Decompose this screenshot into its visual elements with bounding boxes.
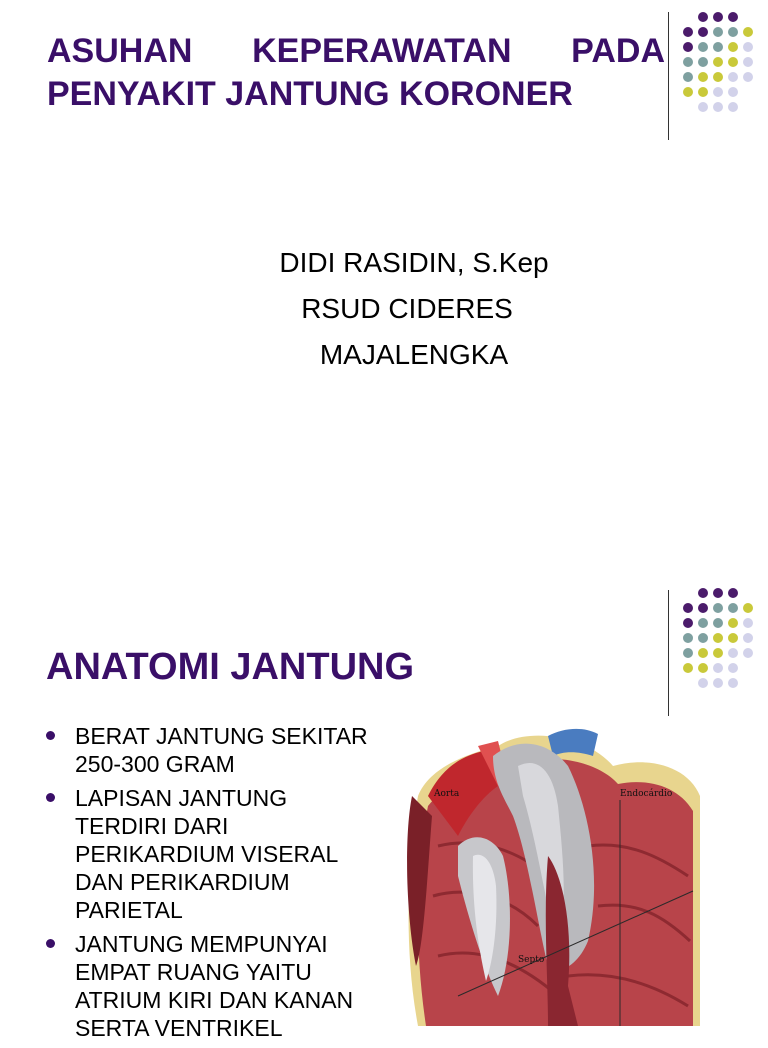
bullet-list — [44, 722, 374, 1048]
decorative-dot — [698, 87, 708, 97]
heart-anatomy-image — [398, 726, 700, 1026]
accent-divider-line — [668, 590, 669, 716]
title-line-2: PENYAKIT JANTUNG KORONER — [47, 75, 573, 113]
decorative-dot — [713, 87, 723, 97]
decorative-dot — [728, 12, 738, 22]
decorative-dot — [728, 42, 738, 52]
decorative-dot — [683, 87, 693, 97]
decorative-dot — [728, 663, 738, 673]
bullet-text: BERAT JANTUNG SEKITAR 250-300 GRAM — [75, 723, 368, 777]
decorative-dot — [713, 588, 723, 598]
decorative-dot — [683, 72, 693, 82]
decorative-dot — [743, 72, 753, 82]
decorative-dot — [728, 27, 738, 37]
bullet-text: JANTUNG MEMPUNYAI EMPAT RUANG YAITU ATRIUM KIRI DAN KANAN SERTA VENTRIKEL — [75, 931, 354, 1041]
bullet-icon — [46, 939, 55, 948]
author-block — [0, 244, 768, 382]
decorative-dot — [713, 57, 723, 67]
decorative-dot — [683, 57, 693, 67]
list-item — [44, 784, 374, 924]
decorative-dot — [743, 27, 753, 37]
slide-title: ANATOMI JANTUNG — [46, 646, 415, 688]
decorative-dot — [713, 102, 723, 112]
decorative-dot — [698, 603, 708, 613]
decorative-dot — [698, 27, 708, 37]
label-aorta: Aorta — [434, 789, 460, 799]
decorative-dot — [698, 102, 708, 112]
decorative-dot — [713, 42, 723, 52]
decorative-dot — [698, 618, 708, 628]
decorative-dot — [698, 678, 708, 688]
decorative-dot — [698, 633, 708, 643]
decorative-dot — [683, 618, 693, 628]
author-city: MAJALENGKA — [319, 339, 509, 370]
decorative-dot — [698, 648, 708, 658]
author-institution: RSUD CIDERES — [301, 293, 513, 324]
decorative-dot — [698, 588, 708, 598]
decorative-dot — [743, 57, 753, 67]
decorative-dot — [698, 42, 708, 52]
title-line-1: ASUHAN KEPERAWATAN PADA — [47, 32, 665, 70]
decorative-dot — [713, 663, 723, 673]
label-septo: Septo — [518, 955, 545, 965]
accent-divider-line — [668, 12, 669, 140]
decorative-dot — [743, 633, 753, 643]
decorative-dot — [728, 72, 738, 82]
decorative-dot — [728, 87, 738, 97]
anatomy-slide — [0, 576, 768, 1041]
decorative-dot — [698, 663, 708, 673]
list-item — [44, 722, 374, 778]
decorative-dot — [713, 633, 723, 643]
decorative-dot — [698, 57, 708, 67]
decorative-dot — [698, 72, 708, 82]
list-item — [44, 930, 374, 1042]
decorative-dot — [728, 102, 738, 112]
decorative-dot — [728, 678, 738, 688]
bullet-text: LAPISAN JANTUNG TERDIRI DARI PERIKARDIUM VISERAL DAN PERIKARDIUM PARIETAL — [75, 785, 338, 923]
decorative-dot — [698, 12, 708, 22]
bullet-icon — [46, 731, 55, 740]
decorative-dot — [713, 12, 723, 22]
slide-title — [47, 30, 665, 116]
decorative-dot — [743, 603, 753, 613]
decorative-dot — [728, 618, 738, 628]
decorative-dot — [728, 588, 738, 598]
decorative-dot — [728, 648, 738, 658]
decorative-dot — [713, 27, 723, 37]
decorative-dot — [728, 633, 738, 643]
decorative-dot — [683, 648, 693, 658]
decorative-dot — [713, 72, 723, 82]
author-name: DIDI RASIDIN, S.Kep — [279, 247, 549, 278]
decorative-dot — [713, 603, 723, 613]
decorative-dot — [743, 648, 753, 658]
bullet-icon — [46, 793, 55, 802]
decorative-dot — [683, 663, 693, 673]
decorative-dot — [713, 648, 723, 658]
decorative-dot — [683, 633, 693, 643]
label-endocardio: Endocárdio — [620, 789, 673, 799]
decorative-dot — [743, 42, 753, 52]
decorative-dot — [728, 57, 738, 67]
decorative-dot — [728, 603, 738, 613]
decorative-dot — [743, 618, 753, 628]
decorative-dot — [683, 27, 693, 37]
decorative-dot — [683, 603, 693, 613]
decorative-dot — [683, 42, 693, 52]
decorative-dot — [713, 678, 723, 688]
decorative-dot — [713, 618, 723, 628]
